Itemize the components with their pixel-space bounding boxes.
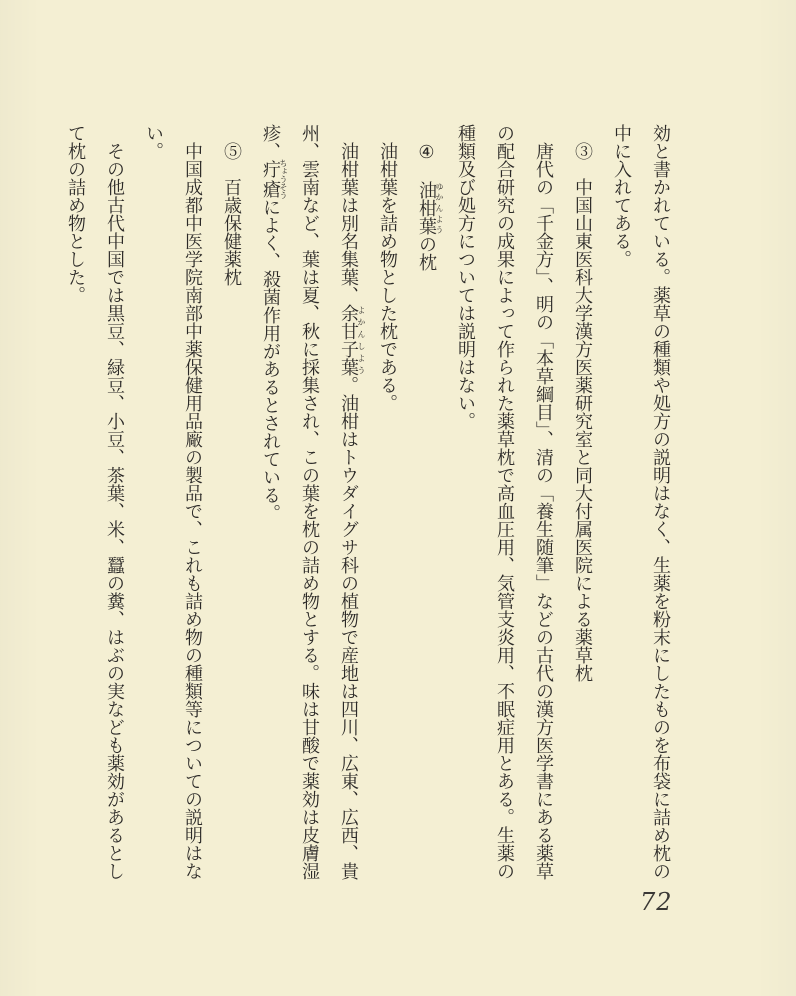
text-column: い。 — [143, 124, 164, 160]
text-column: 種類及び処方については説明はない。 — [455, 124, 476, 430]
vertical-body-text — [56, 124, 680, 884]
text-segment: によく、殺菌作用があるとされている。 — [260, 198, 281, 522]
text-column: 油柑葉を詰め物とした枕である。 — [377, 142, 398, 412]
ruby-annotation: よかんしよう — [357, 304, 366, 376]
text-column: 州、雲南など、葉は夏、秋に採集され、この葉を枕の詰め物とする。味は甘酸で薬効は皮膚湿 — [299, 124, 320, 880]
ruby-base: 疔瘡 — [260, 159, 281, 199]
ruby-word — [416, 181, 444, 235]
section-heading-3: ③ 中国山東医科大学漢方医薬研究室と同大付属医院による薬草枕 — [572, 142, 593, 682]
text-segment: 疹、 — [260, 124, 281, 160]
section-heading-4 — [407, 124, 446, 884]
ruby-base: 油柑葉 — [416, 181, 437, 235]
heading-text: の枕 — [416, 235, 437, 271]
ruby-annotation: ちょうそう — [279, 159, 288, 199]
text-column: 中に入れてある。 — [611, 124, 632, 268]
text-column: 唐代の「千金方」、明の「本草綱目」、清の「養生随筆」などの古代の漢方医学書にある薬草 — [533, 142, 554, 880]
ruby-base: 余甘子葉 — [338, 304, 359, 376]
text-column: 効と書かれている。薬草の種類や処方の説明はなく、生薬を粉末にしたものを布袋に詰め枕の — [650, 124, 671, 880]
section-heading-5: ⑤ 百歳保健薬枕 — [221, 142, 242, 286]
ruby-word — [260, 159, 288, 199]
text-column: て枕の詰め物とした。 — [65, 124, 86, 304]
ruby-annotation: ゆかんよう — [435, 181, 444, 235]
text-segment: 油柑葉は別名集葉、 — [338, 142, 359, 304]
text-column — [329, 124, 368, 884]
text-column: 中国成都中医学院南部中薬保健用品廠の製品で、これも詰め物の種類等についての説明はな — [182, 142, 203, 880]
page-number: 72 — [640, 888, 673, 916]
text-column: の配合研究の成果によって作られた薬草枕で高血圧用、気管支炎用、不眠症用とある。生薬の — [494, 124, 515, 880]
text-column: その他古代中国では黒豆、緑豆、小豆、茶葉、米、蠶の糞、はぶの実なども薬効があるとし — [104, 142, 125, 880]
text-column — [251, 124, 290, 884]
ruby-word — [338, 304, 366, 376]
text-segment: 。油柑はトウダイグサ科の植物で産地は四川、広東、広西、貴 — [338, 376, 359, 880]
heading-number: ④ — [416, 142, 437, 181]
